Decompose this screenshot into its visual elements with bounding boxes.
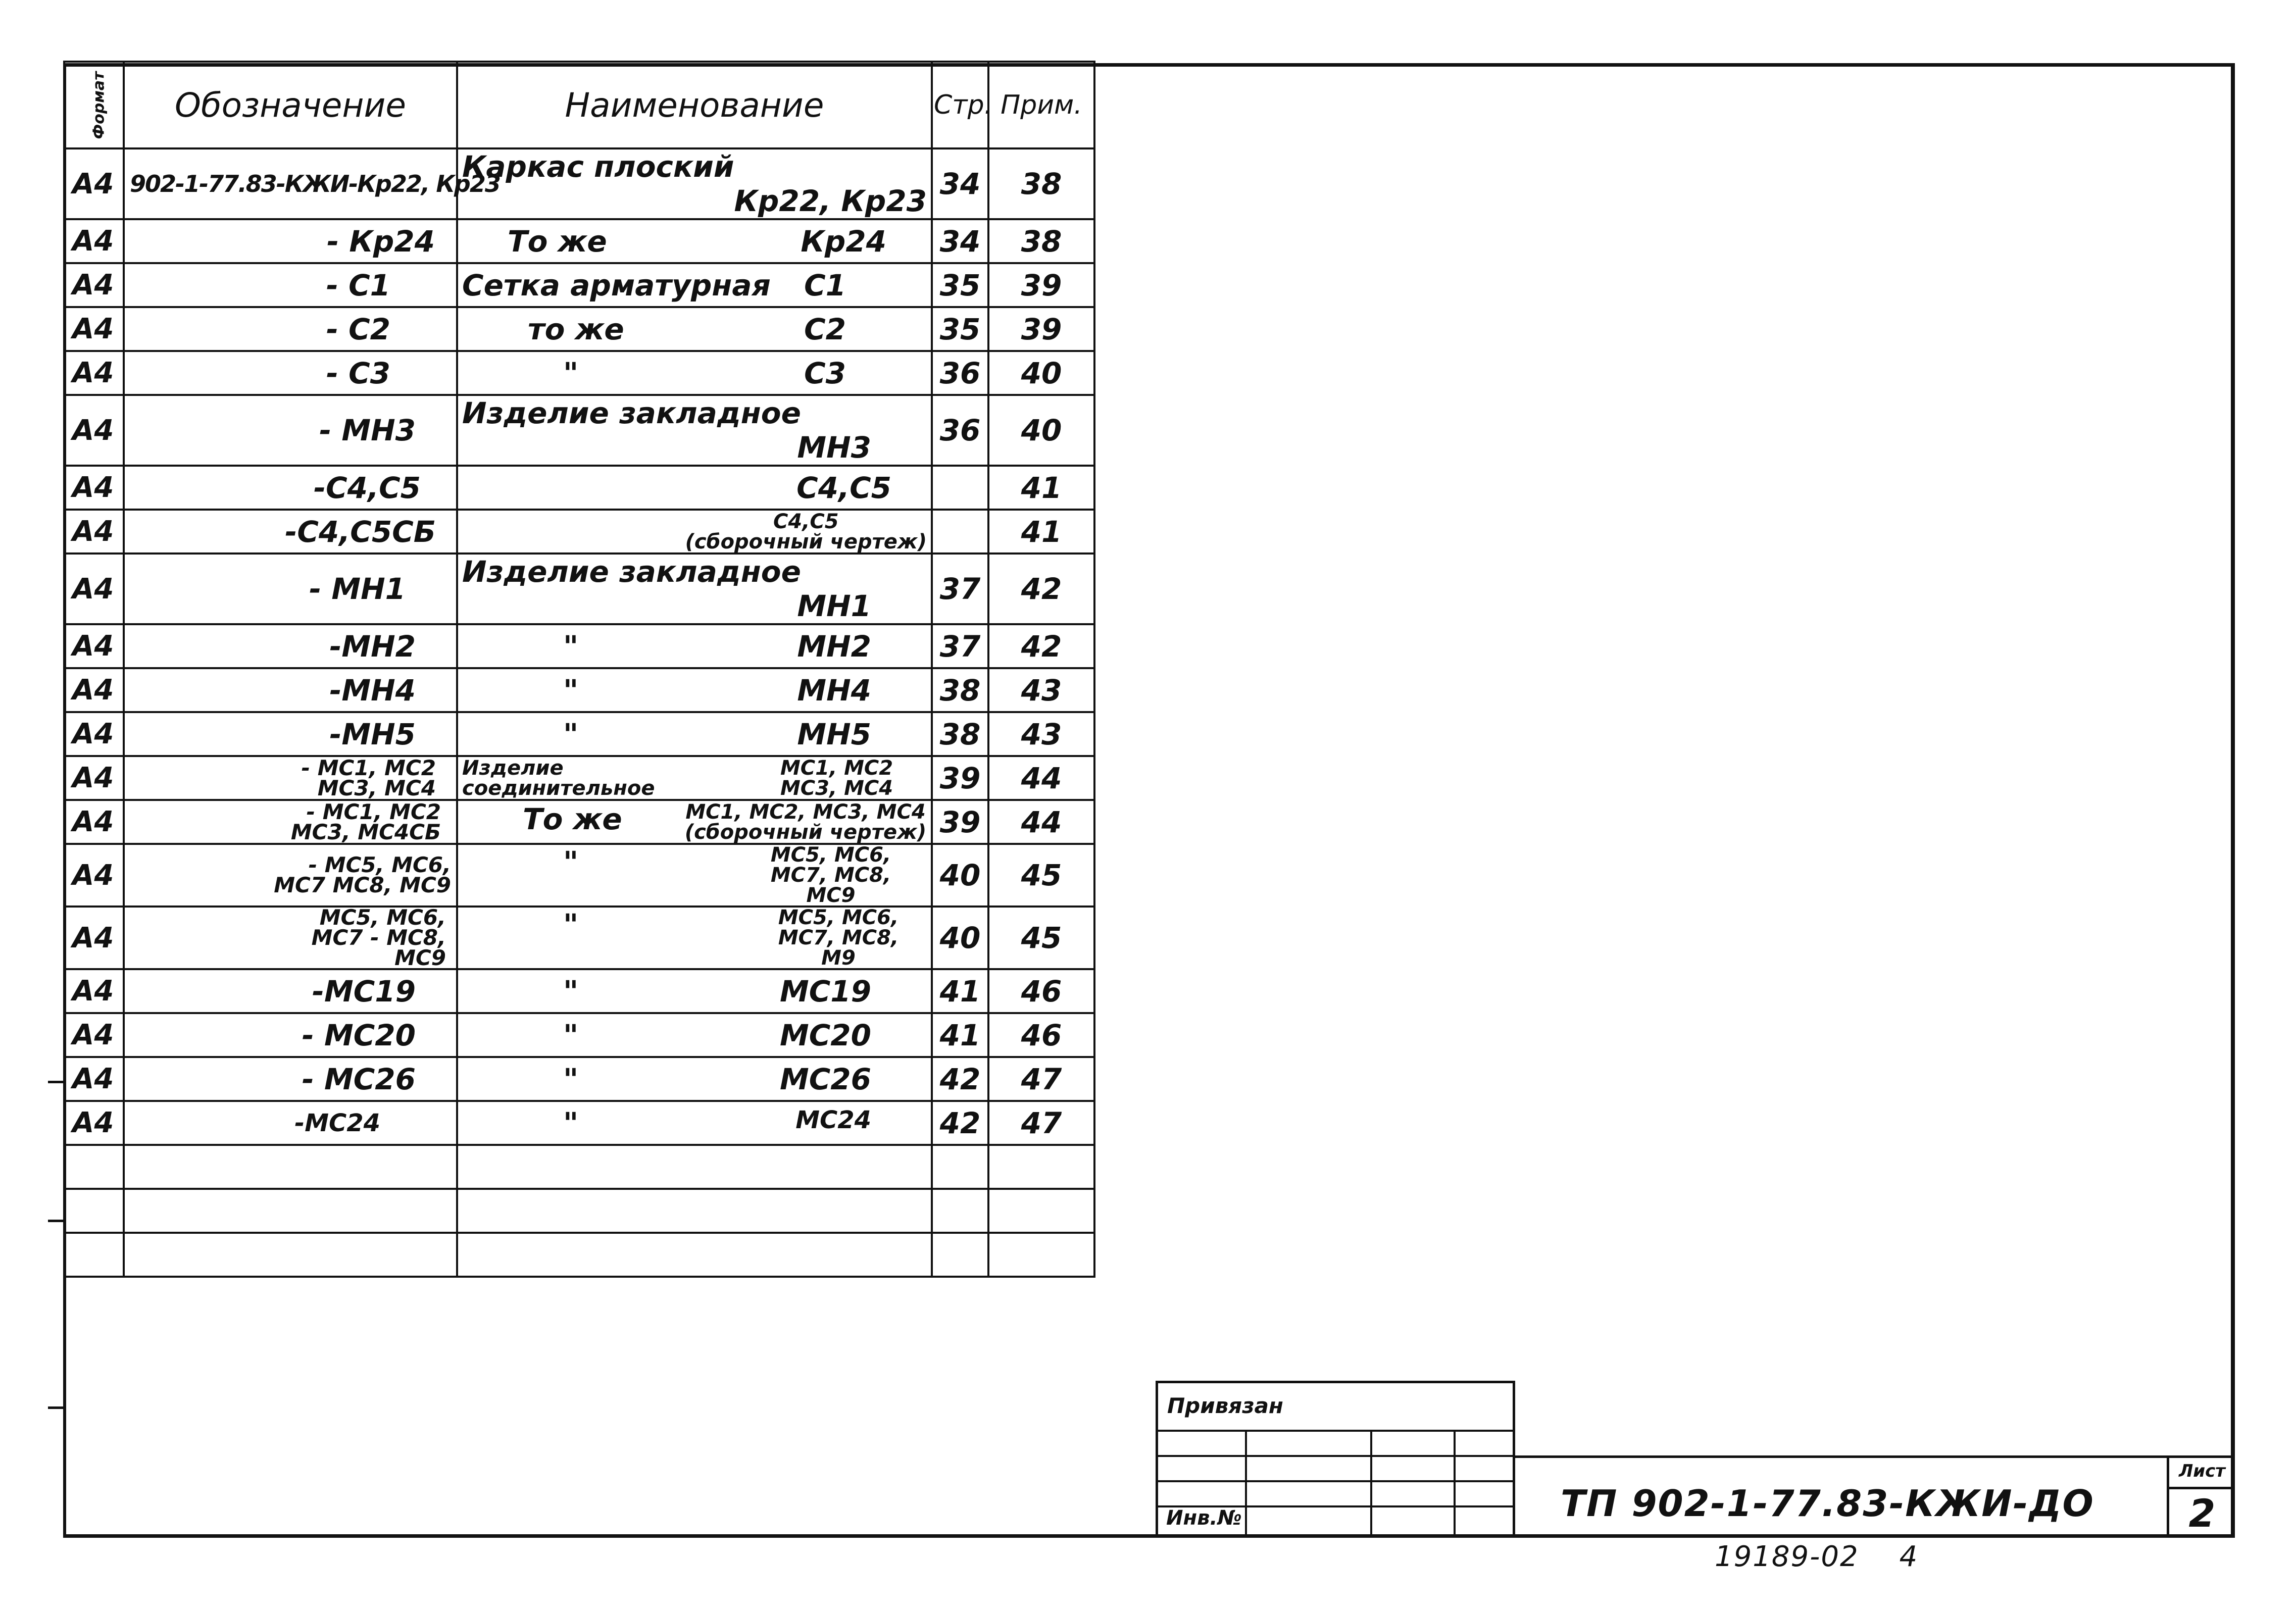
cell-designation: - МН3 [124, 395, 457, 466]
cell-name [457, 969, 932, 1013]
blank-row [64, 1233, 1094, 1277]
cell-note: 39 [988, 263, 1094, 307]
cell-note: 41 [988, 510, 1094, 554]
cell-mark: МС5, МС6, МС7, МС8, М9 [778, 906, 899, 970]
cell-format: А4 [64, 712, 124, 756]
cell-designation-text: - МС1, МС2 МС3, МС4 [301, 755, 436, 800]
cell-note: 45 [988, 844, 1094, 907]
table-row [64, 756, 1094, 800]
cell-designation: -МН5 [124, 712, 457, 756]
cell-designation-text: МС5, МС6, МС7 - МС8, МС9 [311, 905, 446, 970]
cell-designation: -С4,С5СБ [124, 510, 457, 554]
cell-mark: С2 [804, 312, 846, 346]
cell-note: 38 [988, 148, 1094, 219]
cell-page: 39 [932, 756, 988, 800]
cell-name-text: " [563, 845, 579, 879]
cell-name [457, 1057, 932, 1101]
cell-mark: МН1 [797, 589, 871, 623]
cell-format: А4 [64, 263, 124, 307]
cell-note: 47 [988, 1057, 1094, 1101]
cell-format: А4 [64, 1013, 124, 1057]
cell-format: А4 [64, 756, 124, 800]
cell-page [932, 466, 988, 510]
cell-mark: МС20 [780, 1018, 871, 1052]
cell-note: 43 [988, 712, 1094, 756]
cell-designation: - С3 [124, 351, 457, 395]
cell-designation: -МН4 [124, 668, 457, 712]
cell-mark: С4,С5 [796, 470, 891, 505]
cell-page: 38 [932, 668, 988, 712]
cell-page: 36 [932, 351, 988, 395]
cell-name-text: " [563, 673, 579, 708]
cell-name-text: " [563, 1018, 579, 1052]
cell-name [457, 1101, 932, 1145]
binding-block [1156, 1381, 1515, 1537]
cell-name-text: " [563, 908, 579, 942]
cell-format: А4 [64, 844, 124, 907]
table-row [64, 668, 1094, 712]
table-row [64, 554, 1094, 624]
cell-page: 34 [932, 219, 988, 263]
cell-name-text: Каркас плоский [462, 149, 734, 184]
cell-page: 41 [932, 969, 988, 1013]
cell-name [457, 395, 932, 466]
cell-note: 44 [988, 756, 1094, 800]
binding-line [1158, 1455, 1513, 1457]
cell-note: 46 [988, 969, 1094, 1013]
cell-designation-text: - МС1, МС2 МС3, МС4СБ [290, 799, 441, 844]
cell-mark: Кр22, Кр23 [734, 184, 927, 218]
cell-mark: МН5 [797, 717, 871, 751]
archive-page: 4 [1899, 1540, 1919, 1573]
cell-name-text: " [563, 974, 579, 1009]
cell-name [457, 624, 932, 668]
inventory-label: Инв.№ [1166, 1506, 1242, 1530]
cell-mark: Кр24 [801, 224, 886, 259]
cell-note: 44 [988, 800, 1094, 844]
table-row [64, 1013, 1094, 1057]
cell-note: 47 [988, 1101, 1094, 1145]
cell-mark: МН3 [797, 430, 871, 465]
sheet-number: 2 [2188, 1491, 2216, 1536]
cell-page: 41 [932, 1013, 988, 1057]
table-row [64, 466, 1094, 510]
cell-name-text: То же [508, 224, 607, 259]
table-row [64, 1101, 1094, 1145]
cell-note: 40 [988, 351, 1094, 395]
cell-page: 36 [932, 395, 988, 466]
cell-designation: - МС20 [124, 1013, 457, 1057]
cell-note: 42 [988, 554, 1094, 624]
binding-line [1158, 1430, 1513, 1432]
cell-name [457, 844, 932, 907]
cell-mark: МН4 [797, 673, 871, 708]
cell-designation [124, 844, 457, 907]
blank-row [64, 1145, 1094, 1189]
cell-designation: -МС24 [124, 1101, 457, 1145]
cell-page: 40 [932, 907, 988, 969]
cell-designation: - МН1 [124, 554, 457, 624]
cell-name [457, 1013, 932, 1057]
cell-page: 35 [932, 263, 988, 307]
cell-format: А4 [64, 907, 124, 969]
cell-mark: МС1, МС2, МС3, МС4 (сборочный чертеж) [684, 800, 927, 844]
cell-note: 38 [988, 219, 1094, 263]
cell-page: 35 [932, 307, 988, 351]
cell-mark: МС1, МС2 МС3, МС4 [780, 756, 893, 800]
cell-page: 40 [932, 844, 988, 907]
cell-format: А4 [64, 395, 124, 466]
binding-divider [1454, 1430, 1456, 1535]
cell-format: А4 [64, 624, 124, 668]
cell-format: А4 [64, 510, 124, 554]
cell-page: 34 [932, 148, 988, 219]
cell-format: А4 [64, 307, 124, 351]
table-row [64, 263, 1094, 307]
margin-tick [48, 1406, 64, 1409]
cell-mark: С3 [804, 356, 846, 390]
cell-name-text: Изделие закладное [462, 555, 801, 589]
cell-designation: - С1 [124, 263, 457, 307]
binding-line [1158, 1480, 1513, 1482]
cell-note: 39 [988, 307, 1094, 351]
cell-name [457, 351, 932, 395]
table-header-row [64, 62, 1094, 148]
table-row [64, 712, 1094, 756]
cell-page: 37 [932, 624, 988, 668]
document-code: ТП 902-1-77.83-КЖИ-ДО [1561, 1482, 2094, 1525]
cell-format: А4 [64, 219, 124, 263]
cell-name [457, 800, 932, 844]
table-row [64, 1057, 1094, 1101]
cell-name-text: " [563, 1062, 579, 1096]
sheet-label: Лист [2169, 1455, 2235, 1489]
table-row [64, 969, 1094, 1013]
cell-name-text: " [563, 356, 579, 390]
cell-name-text: " [563, 629, 579, 664]
cell-name [457, 554, 932, 624]
cell-name-text: Изделие закладное [462, 396, 801, 430]
table-row [64, 800, 1094, 844]
cell-name [457, 263, 932, 307]
cell-designation [124, 756, 457, 800]
cell-designation [124, 800, 457, 844]
cell-designation: - С2 [124, 307, 457, 351]
header-format: Формат [64, 62, 124, 148]
cell-format: А4 [64, 148, 124, 219]
cell-designation: - МС26 [124, 1057, 457, 1101]
cell-page: 42 [932, 1101, 988, 1145]
table-row [64, 148, 1094, 219]
cell-page: 39 [932, 800, 988, 844]
cell-name [457, 668, 932, 712]
title-block-line [1515, 1455, 2235, 1458]
cell-mark: С4,С5 [773, 510, 839, 533]
cell-designation: -МС19 [124, 969, 457, 1013]
cell-format: А4 [64, 466, 124, 510]
cell-note: 40 [988, 395, 1094, 466]
cell-format: А4 [64, 668, 124, 712]
cell-name-text: Изделие соединительное [462, 756, 655, 800]
cell-note: 46 [988, 1013, 1094, 1057]
table-row [64, 844, 1094, 907]
cell-name-text: Сетка арматурная [462, 268, 771, 303]
cell-designation-text: - МС5, МС6, МС7 МС8, МС9 [274, 852, 451, 897]
header-name: Наименование [457, 62, 932, 148]
cell-page: 38 [932, 712, 988, 756]
cell-mark: МС19 [780, 974, 871, 1009]
cell-format: А4 [64, 1057, 124, 1101]
cell-designation [124, 907, 457, 969]
archive-id: 19189-02 [1715, 1540, 1859, 1573]
cell-note: 42 [988, 624, 1094, 668]
cell-name [457, 907, 932, 969]
table-row [64, 395, 1094, 466]
cell-name [457, 510, 932, 554]
cell-mark: МС5, МС6, МС7, МС8, МС9 [770, 843, 891, 907]
cell-note: 43 [988, 668, 1094, 712]
cell-name [457, 466, 932, 510]
cell-format: А4 [64, 800, 124, 844]
archive-number [1715, 1540, 1918, 1573]
cell-name-text: " [563, 1105, 579, 1140]
table-row [64, 307, 1094, 351]
binding-label: Привязан [1167, 1393, 1283, 1418]
sheet-number-box [2167, 1455, 2235, 1538]
cell-format: А4 [64, 1101, 124, 1145]
blank-row [64, 1189, 1094, 1233]
cell-name-text: (сборочный чертеж) [685, 530, 927, 554]
cell-name-group [685, 512, 927, 552]
table-row [64, 624, 1094, 668]
binding-divider [1370, 1430, 1372, 1535]
cell-designation: - Кр24 [124, 219, 457, 263]
cell-name [457, 307, 932, 351]
margin-tick [48, 1220, 64, 1222]
cell-name [457, 219, 932, 263]
cell-note: 41 [988, 466, 1094, 510]
header-note: Прим. [988, 62, 1094, 148]
cell-name [457, 712, 932, 756]
cell-name-text: " [563, 717, 579, 751]
header-page: Стр. [932, 62, 988, 148]
cell-name [457, 756, 932, 800]
cell-format: А4 [64, 969, 124, 1013]
table-row [64, 219, 1094, 263]
cell-page: 37 [932, 554, 988, 624]
table-row [64, 907, 1094, 969]
margin-tick [48, 1081, 64, 1083]
cell-mark: МН2 [797, 629, 871, 664]
binding-divider [1245, 1430, 1247, 1535]
cell-page: 42 [932, 1057, 988, 1101]
cell-designation: -МН2 [124, 624, 457, 668]
specification-table [63, 61, 1095, 1278]
cell-mark: МС24 [795, 1105, 871, 1134]
cell-designation: 902-1-77.83-КЖИ-Кр22, Кр23 [124, 148, 457, 219]
cell-format: А4 [64, 554, 124, 624]
cell-format: А4 [64, 351, 124, 395]
cell-designation: -С4,С5 [124, 466, 457, 510]
table-row [64, 351, 1094, 395]
cell-note: 45 [988, 907, 1094, 969]
cell-page [932, 510, 988, 554]
cell-mark: МС26 [780, 1062, 871, 1096]
cell-mark: С1 [804, 268, 846, 303]
cell-name [457, 148, 932, 219]
table-row [64, 510, 1094, 554]
cell-name-text: То же [523, 801, 622, 836]
header-designation: Обозначение [124, 62, 457, 148]
cell-name-text: то же [528, 312, 624, 346]
